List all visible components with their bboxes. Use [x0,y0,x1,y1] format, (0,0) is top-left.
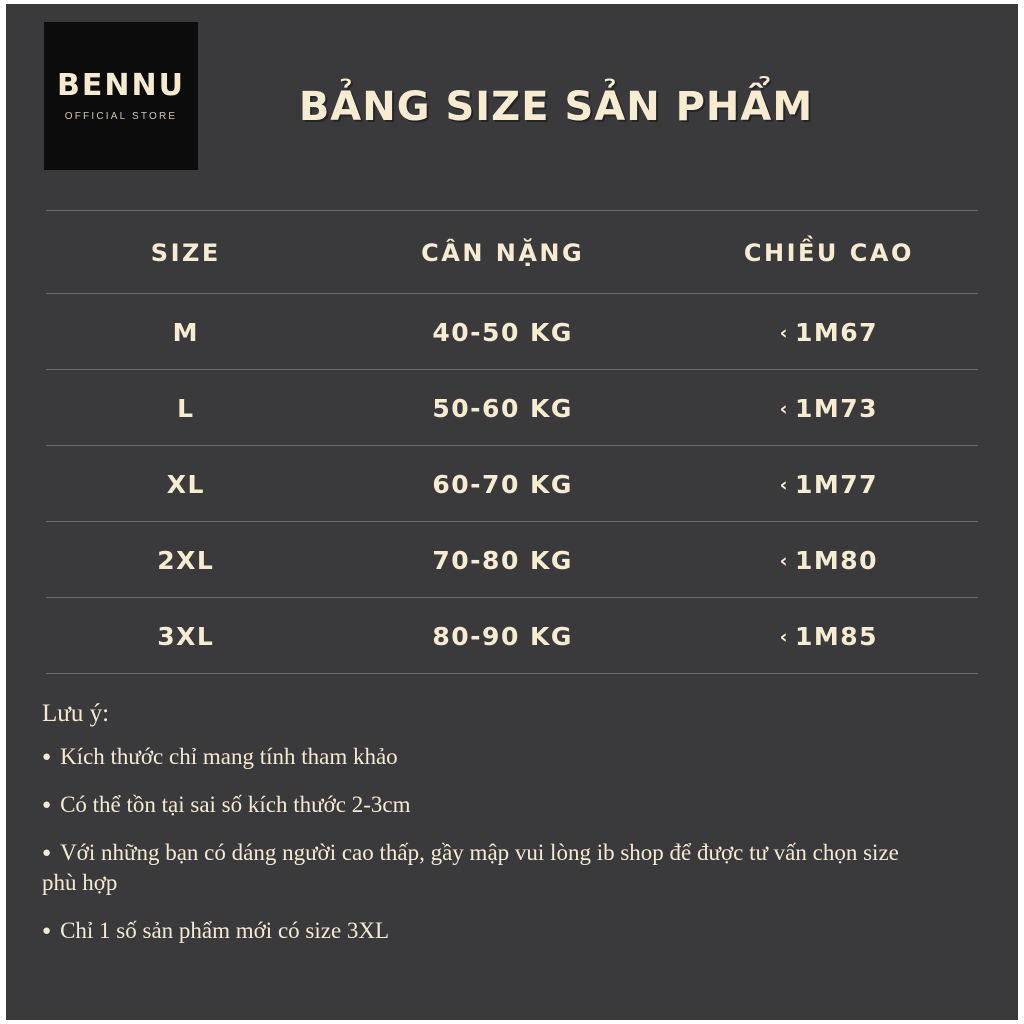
cell-weight: 60-70 KG [326,446,680,522]
note-item [42,790,912,821]
size-table-head [46,211,978,294]
cell-height-value: 1M85 [795,622,879,651]
bullet-icon: ● [42,923,52,940]
cell-size: 3XL [46,598,326,674]
bullet-icon: ● [42,844,52,861]
notes-section [42,700,1024,947]
note-text: Kích thước chỉ mang tính tham khảo [60,744,398,769]
cell-size: L [46,370,326,446]
cell-height-value: 1M73 [795,394,879,423]
column-header-size: SIZE [46,211,326,294]
brand-logo [44,22,198,170]
header [0,0,1024,192]
note-item [42,838,912,900]
table-header-row [46,211,978,294]
cell-size: XL [46,446,326,522]
brand-logo-word: BENNU [57,67,185,103]
table-row [46,522,978,598]
less-than-icon: ‹ [779,398,789,420]
table-row [46,294,978,370]
bullet-icon: ● [42,796,52,813]
table-row [46,370,978,446]
cell-height-value: 1M67 [795,318,879,347]
cell-height-value: 1M77 [795,470,879,499]
cell-height-value: 1M80 [795,546,879,575]
note-text: Có thể tồn tại sai số kích thước 2-3cm [60,791,411,817]
table-row [46,446,978,522]
cell-height [680,294,978,370]
cell-size: 2XL [46,522,326,598]
column-header-weight: CÂN NẶNG [326,211,680,294]
cell-height [680,522,978,598]
cell-height [680,370,978,446]
less-than-icon: ‹ [779,626,789,648]
size-table-body [46,294,978,674]
note-text: Với những bạn có dáng người cao thấp, gầy mập vui lòng ib shop để được tư vấn chọn size phù hợp [42,839,899,896]
cell-height [680,598,978,674]
page-title: BẢNG SIZE SẢN PHẨM [298,84,814,130]
table-row [46,598,978,674]
less-than-icon: ‹ [779,474,789,496]
cell-weight: 80-90 KG [326,598,680,674]
cell-weight: 40-50 KG [326,294,680,370]
less-than-icon: ‹ [779,322,789,344]
less-than-icon: ‹ [779,550,789,572]
notes-title: Lưu ý: [42,700,110,727]
note-text: Chỉ 1 số sản phẩm mới có size 3XL [60,918,390,944]
note-item [42,916,912,947]
note-item [42,742,912,773]
column-header-height: CHIỀU CAO [680,211,978,294]
cell-height [680,446,978,522]
brand-logo-subtitle: OFFICIAL STORE [64,110,178,122]
size-table [46,210,978,674]
bullet-icon: ● [42,749,52,765]
cell-size: M [46,294,326,370]
cell-weight: 70-80 KG [326,522,680,598]
cell-weight: 50-60 KG [326,370,680,446]
